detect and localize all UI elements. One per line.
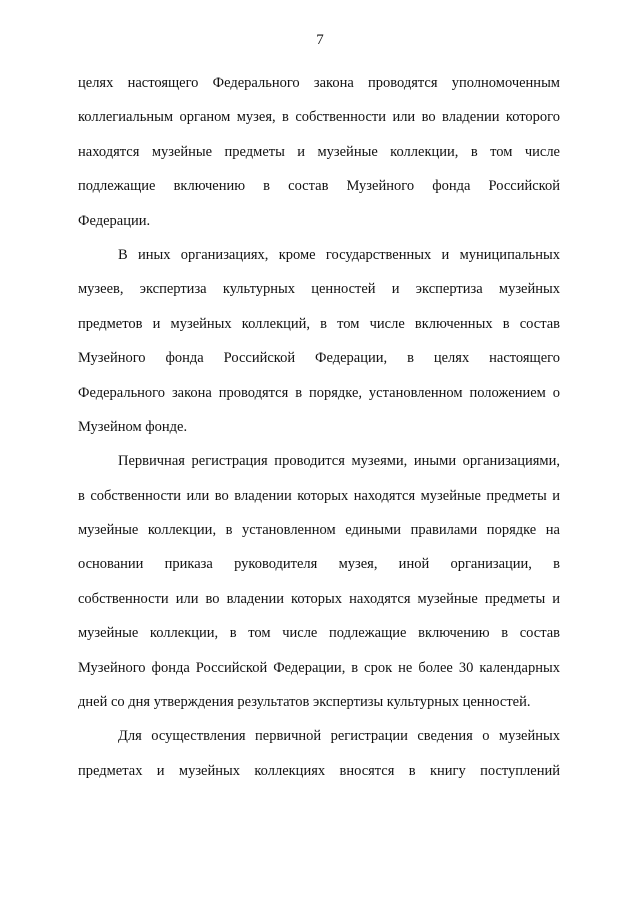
page-number: 7 xyxy=(316,32,324,48)
text-line: в собственности или во владении которых находятся музейные предметы и xyxy=(78,487,560,504)
text-line: Первичная регистрация проводится музеями, иными организациями, xyxy=(118,453,560,470)
text-line: коллегиальным органом музея, в собственности или во владении которого xyxy=(78,109,560,126)
text-line: предметов и музейных коллекций, в том числе включенных в состав xyxy=(78,315,560,332)
text-line: Музейном фонде. xyxy=(78,418,188,435)
paragraph-2 xyxy=(78,238,560,444)
text-line: Музейного фонда Российской Федерации, в целях настоящего xyxy=(78,350,560,367)
text-line: подлежащие включению в состав Музейного фонда Российской xyxy=(78,178,560,195)
document-body xyxy=(78,66,560,788)
text-line: музейные коллекции, в установленном едиными правилами порядке на xyxy=(78,522,560,539)
text-line: собственности или во владении которых находятся музейные предметы и xyxy=(78,590,560,607)
text-line: Музейного фонда Российской Федерации, в срок не более 30 календарных xyxy=(78,659,560,676)
text-line: музеев, экспертиза культурных ценностей и экспертиза музейных xyxy=(78,281,560,298)
text-line: Федерального закона проводятся в порядке, установленном положением о xyxy=(78,384,560,401)
text-line: предметах и музейных коллекциях вносятся в книгу поступлений xyxy=(78,762,560,779)
text-line: Для осуществления первичной регистрации сведения о музейных xyxy=(118,728,560,745)
paragraph-4 xyxy=(78,719,560,788)
text-line: музейные коллекции, в том числе подлежащие включению в состав xyxy=(78,625,560,642)
text-line: Федерации. xyxy=(78,212,151,229)
text-line: дней со дня утверждения результатов экспертизы культурных ценностей. xyxy=(78,694,531,711)
text-line: целях настоящего Федерального закона проводятся уполномоченным xyxy=(78,75,560,91)
text-line: В иных организациях, кроме государственных и муниципальных xyxy=(118,246,560,263)
text-line: находятся музейные предметы и музейные коллекции, в том числе xyxy=(78,143,560,160)
text-line: основании приказа руководителя музея, иной организации, в xyxy=(78,556,560,573)
paragraph-3 xyxy=(78,444,560,719)
paragraph-1 xyxy=(78,66,560,238)
